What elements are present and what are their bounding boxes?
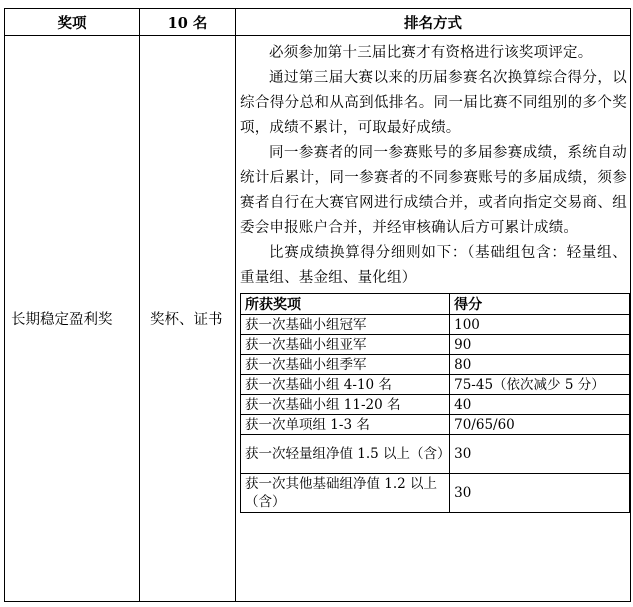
table-row [241,474,630,513]
award-row [5,36,631,602]
rule-paragraph: 通过第三届大赛以来的历届参赛名次换算综合得分，以综合得分总和从高到低排名。同一届比赛不同组别的多个奖项，成绩不累计，可取最好成绩。 [240,70,627,136]
rule-paragraph: 比赛成绩换算得分细则如下：（基础组包含：轻量组、重量组、基金组、量化组） [240,245,627,286]
score-award: 获一次基础小组亚军 [241,335,450,355]
score-award: 获一次基础小组季军 [241,355,450,375]
rule-paragraph: 必须参加第十三届比赛才有资格进行该奖项评定。 [269,45,593,61]
score-header-row [241,294,630,315]
score-value: 70/65/60 [450,415,630,435]
table-row [241,395,630,415]
score-value: 30 [450,435,630,474]
score-value: 75-45（依次减少 5 分） [450,375,630,395]
table-row [241,415,630,435]
table-row [241,375,630,395]
score-award: 获一次基础小组 11-20 名 [241,395,450,415]
score-value: 80 [450,355,630,375]
score-award: 获一次基础小组冠军 [241,315,450,335]
header-ranking-method: 排名方式 [236,9,631,36]
score-value: 30 [450,474,630,513]
score-value: 100 [450,315,630,335]
score-header-score: 得分 [450,294,630,315]
table-row [241,335,630,355]
header-count: 10 名 [140,9,236,36]
score-header-award: 所获奖项 [241,294,450,315]
awards-table [4,8,631,602]
score-table [240,293,630,513]
score-award: 获一次其他基础组净值 1.2 以上（含） [241,474,450,513]
award-prize: 奖杯、证书 [140,36,236,602]
score-award: 获一次轻量组净值 1.5 以上（含） [241,435,450,474]
score-value: 90 [450,335,630,355]
score-value: 40 [450,395,630,415]
header-row [5,9,631,36]
award-name: 长期稳定盈利奖 [5,36,140,602]
score-award: 获一次单项组 1-3 名 [241,415,450,435]
table-row [241,355,630,375]
ranking-method-cell [236,36,631,602]
table-row [241,315,630,335]
header-award: 奖项 [5,9,140,36]
score-award: 获一次基础小组 4-10 名 [241,375,450,395]
table-row [241,435,630,474]
rule-paragraph: 同一参赛者的同一参赛账号的多届参赛成绩，系统自动统计后累计，同一参赛者的不同参赛账号的多届成绩，须参赛者自行在大赛官网进行成绩合并，或者向指定交易商、组委会申报账户合并，并经审核确认后方可累计成绩。 [240,145,627,236]
